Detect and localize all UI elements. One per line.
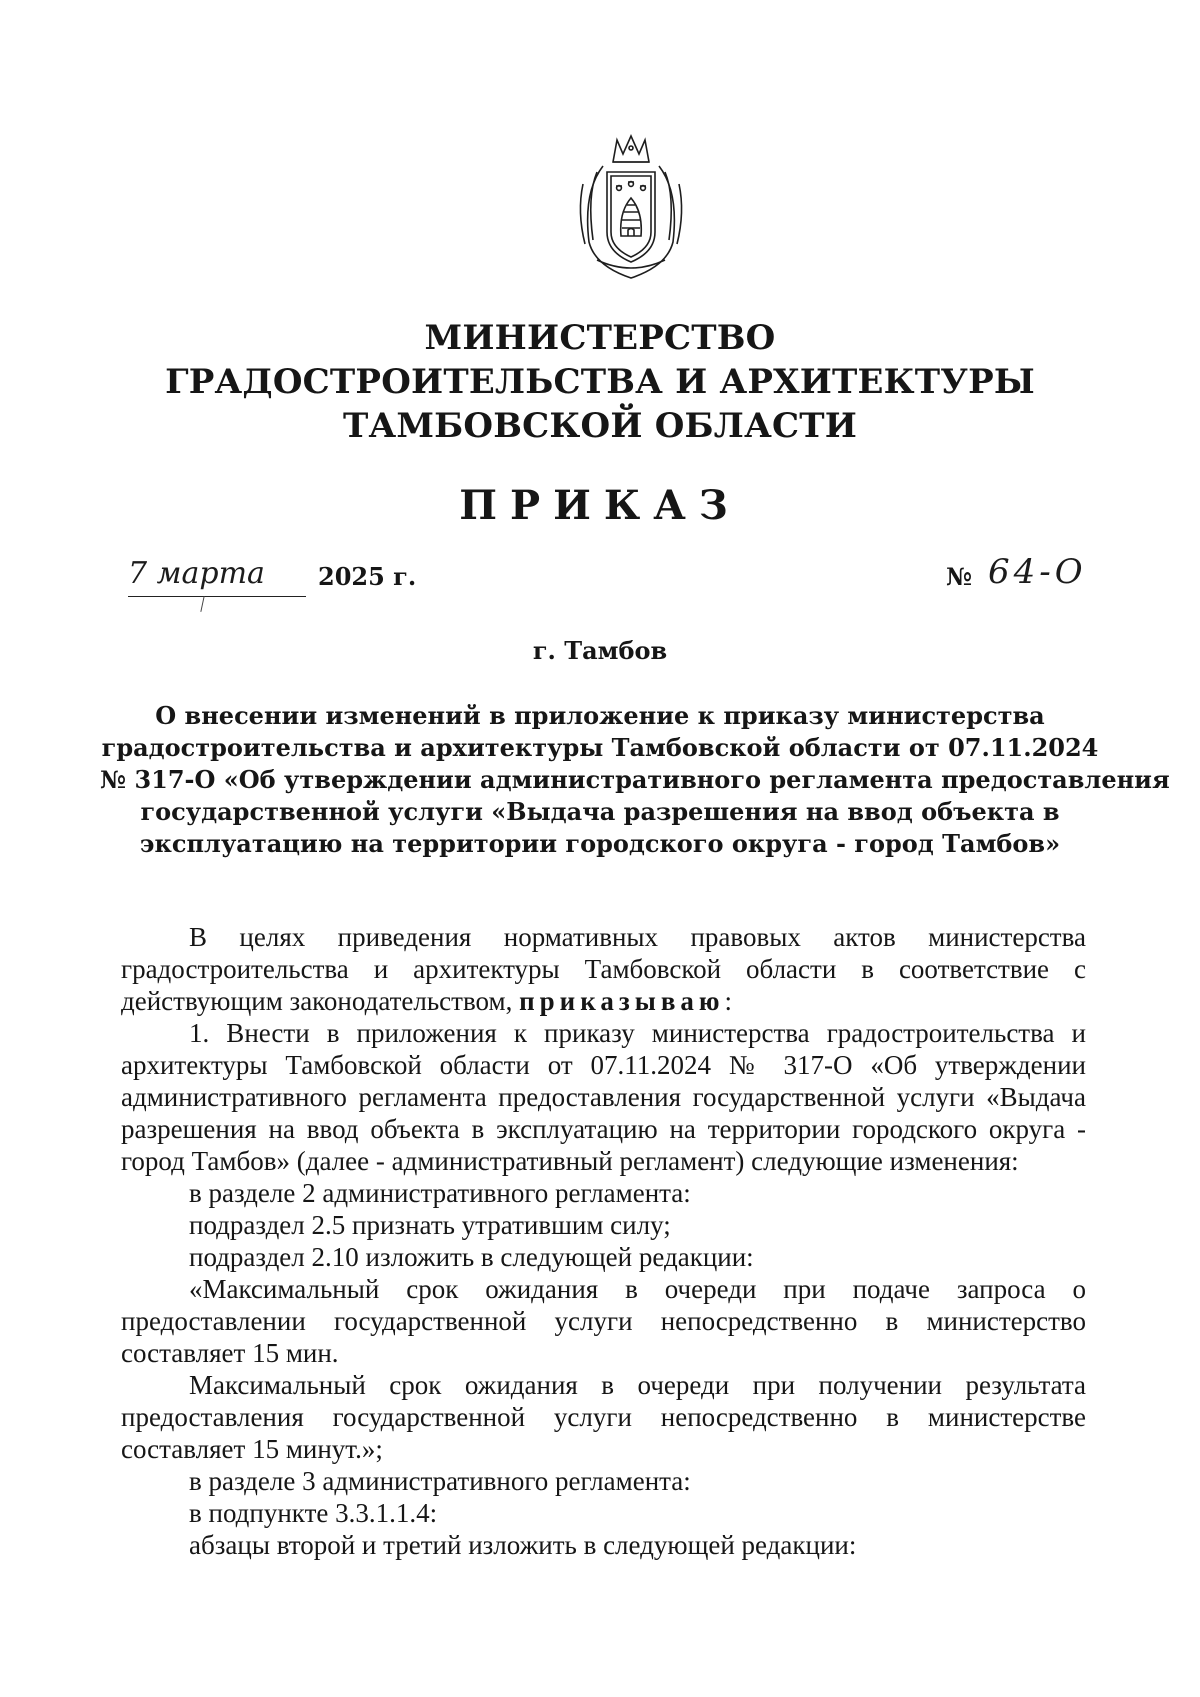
body-line <box>121 985 1086 1017</box>
ministry-line-3: ТАМБОВСКОЙ ОБЛАСТИ <box>342 406 858 446</box>
date-number-line <box>128 552 1088 602</box>
body-line: подраздел 2.10 изложить в следующей редакции: <box>189 1242 754 1272</box>
body-line: «Максимальный срок ожидания в очереди при подаче запроса о <box>189 1274 1086 1304</box>
number-sign: № <box>946 562 973 591</box>
body-line: предоставлении государственной услуги непосредственно в министерство <box>121 1306 1086 1336</box>
body-line: абзацы второй и третий изложить в следующей редакции: <box>189 1530 857 1560</box>
body-line: архитектуры Тамбовской области от 07.11.2024 № 317-О «Об утверждении <box>121 1050 1086 1080</box>
ministry-line-2: ГРАДОСТРОИТЕЛЬСТВА И АРХИТЕКТУРЫ <box>165 362 1035 402</box>
body-text: : <box>724 986 733 1016</box>
body-line: в разделе 3 административного регламента: <box>189 1466 691 1496</box>
title-line: эксплуатацию на территории городского округа - город Тамбов» <box>139 829 1061 858</box>
handwritten-number: 64-О <box>988 552 1087 592</box>
document-title <box>100 700 1170 860</box>
body-line: Максимальный срок ожидания в очереди при получении результата <box>189 1370 1086 1400</box>
body-text: действующим законодательством, <box>121 986 513 1016</box>
title-line: государственной услуги «Выдача разрешения на ввод объекта в <box>140 797 1060 826</box>
body-line: административного регламента предоставления государственной услуги «Выдача <box>121 1082 1086 1112</box>
title-line: № 317-О «Об утверждении административного регламента предоставления <box>100 765 1170 794</box>
body-line: составляет 15 мин. <box>121 1338 339 1368</box>
ministry-heading <box>0 316 1200 448</box>
body-line: градостроительства и архитектуры Тамбовской области в соответствие с <box>121 954 1086 984</box>
body-line: В целях приведения нормативных правовых актов министерства <box>189 922 1086 952</box>
city: г. Тамбов <box>532 636 668 665</box>
handwritten-date: 7 марта <box>128 556 265 591</box>
date-pen-stroke <box>200 596 204 612</box>
document-type: ПРИКАЗ <box>459 482 741 529</box>
title-line: О внесении изменений в приложение к приказу министерства <box>155 701 1045 730</box>
date-underline <box>128 596 306 597</box>
order-word: приказываю <box>519 986 725 1016</box>
tambov-coat-of-arms-icon <box>573 132 689 282</box>
body-line: составляет 15 минут.»; <box>121 1434 383 1464</box>
body-line: разрешения на ввод объекта в эксплуатацию на территории городского округа - <box>121 1114 1086 1144</box>
body-line: в подпункте 3.3.1.1.4: <box>189 1498 438 1528</box>
body-line: город Тамбов» (далее - административный регламент) следующие изменения: <box>121 1146 1019 1176</box>
body-line: подраздел 2.5 признать утратившим силу; <box>189 1210 671 1240</box>
body-line: 1. Внести в приложения к приказу министерства градостроительства и <box>189 1018 1086 1048</box>
body-line: предоставления государственной услуги непосредственно в министерстве <box>121 1402 1086 1432</box>
ministry-line-1: МИНИСТЕРСТВО <box>424 318 776 358</box>
document-body <box>121 921 1086 1561</box>
body-line: в разделе 2 административного регламента: <box>189 1178 691 1208</box>
title-line: градостроительства и архитектуры Тамбовской области от 07.11.2024 <box>101 733 1099 762</box>
date-year: 2025 г. <box>318 562 417 591</box>
